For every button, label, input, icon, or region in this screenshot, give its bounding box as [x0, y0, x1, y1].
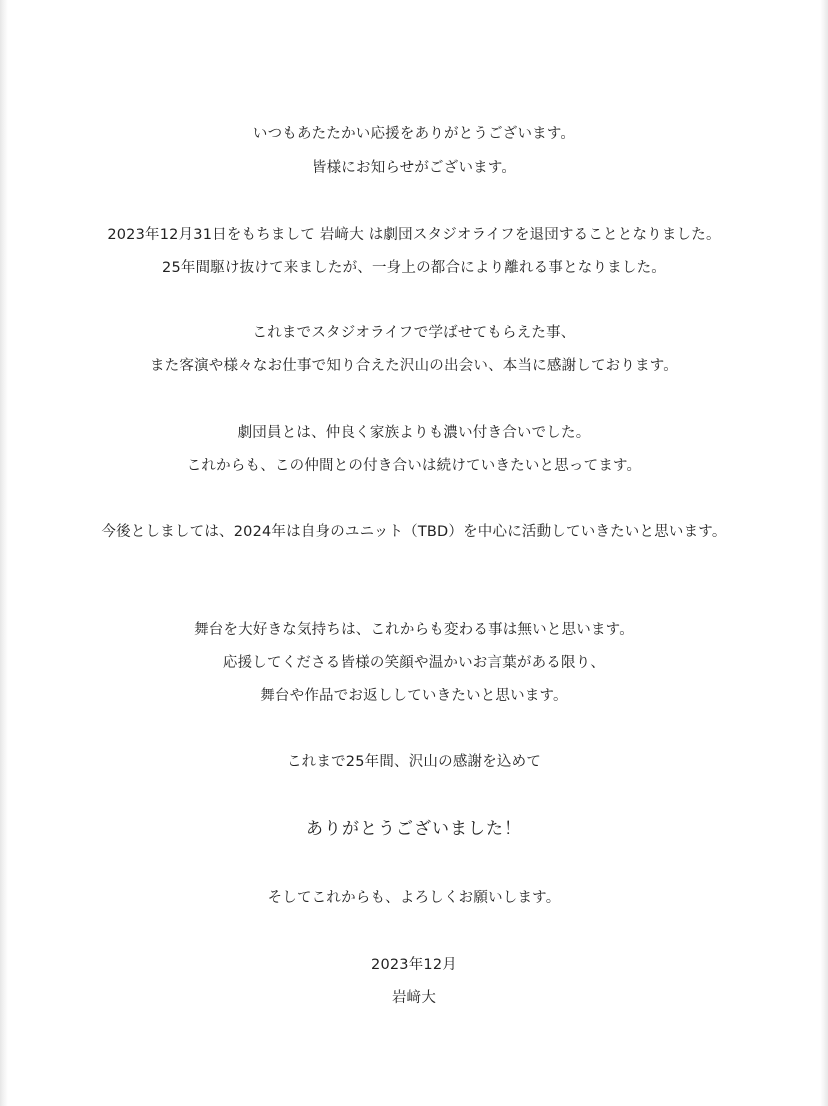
gratitude-line-2: また客演や様々なお仕事で知り合えた沢山の出会い、本当に感謝しております。 [149, 358, 679, 374]
stage-line-2: 応援してくださる皆様の笑顔や温かいお言葉がある限り、 [222, 655, 606, 671]
letter-date: 2023年12月 [371, 957, 457, 973]
thanks-line: ありがとうございました！ [306, 819, 522, 839]
troupe-line-2: これからも、この仲間との付き合いは続けていきたいと思ってます。 [186, 458, 642, 474]
announcement-line-2: 25年間駆け抜けて来ましたが、一身上の都合により離れる事となりました。 [162, 260, 666, 276]
announcement-line-1: 2023年12月31日をもちまして 岩﨑大 は劇団スタジオライフを退団することとなりました。 [107, 227, 721, 243]
troupe-line-1: 劇団員とは、仲良く家族よりも濃い付き合いでした。 [237, 425, 591, 441]
farewell-line: そしてこれからも、よろしくお願いします。 [267, 890, 561, 906]
gratitude-line-1: これまでスタジオライフで学ばせてもらえた事、 [252, 325, 576, 341]
greeting-line-1: いつもあたたかい応援をありがとうございます。 [252, 126, 576, 142]
stage-line-3: 舞台や作品でお返ししていきたいと思います。 [260, 688, 568, 704]
closing-intro-line: これまで25年間、沢山の感謝を込めて [286, 754, 542, 770]
signature: 岩﨑大 [391, 990, 437, 1006]
future-line: 今後としましては、2024年は自身のユニット（TBD）を中心に活動していきたいと思います。 [101, 524, 727, 540]
stage-line-1: 舞台を大好きな気持ちは、これからも変わる事は無いと思います。 [194, 622, 634, 638]
greeting-line-2: 皆様にお知らせがございます。 [311, 160, 517, 176]
